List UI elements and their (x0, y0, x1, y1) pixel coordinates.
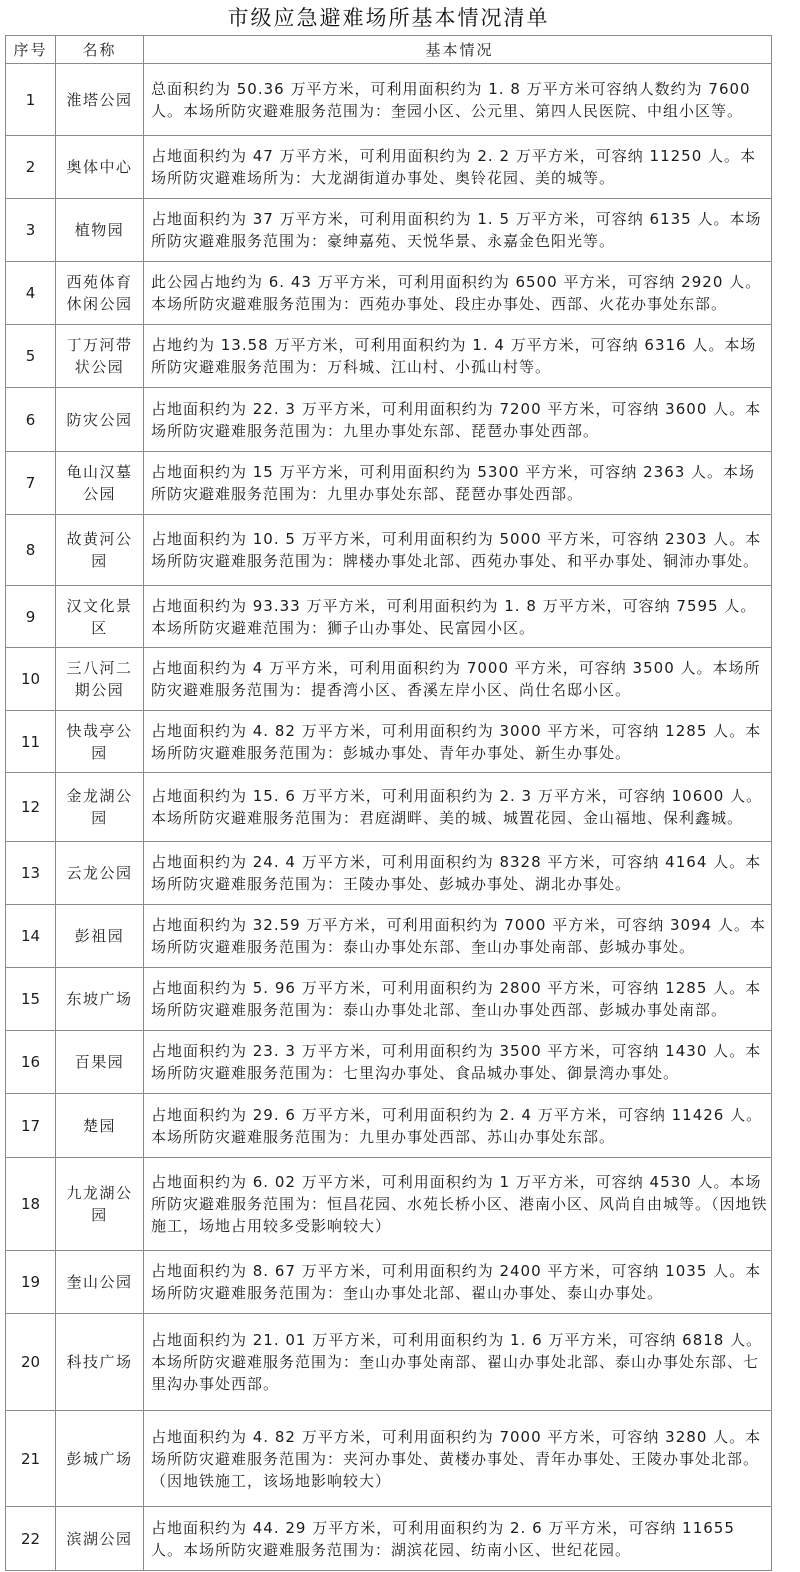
basic-info-cell (144, 773, 772, 842)
row-number-cell (6, 648, 56, 711)
row-number: 5 (25, 347, 36, 365)
row-number-cell (6, 262, 56, 325)
shelter-name: 奥体中心 (66, 158, 133, 176)
shelter-name-cell (56, 1411, 144, 1507)
table-row (6, 1411, 772, 1507)
basic-info-cell (144, 586, 772, 648)
row-number-cell (6, 968, 56, 1031)
basic-info-cell (144, 388, 772, 452)
basic-info-text: 总面积约为 50.36 万平方米，可利用面积约为 1. 8 万平方米可容纳人数约为 7600 人。本场所防灾避难服务范围为：奎园小区、公元里、第四人民医院、中组小区等。 (151, 79, 751, 120)
basic-info-cell (144, 1251, 772, 1314)
table-row (6, 199, 772, 262)
row-number-cell (6, 136, 56, 199)
basic-info-cell (144, 968, 772, 1031)
basic-info-text: 占地面积约为 23. 3 万平方米，可利用面积约为 3500 平方米，可容纳 1430 人。本场所防灾避难服务范围为：七里沟办事处、食品城办事处、御景湾办事处。 (151, 1042, 762, 1082)
shelter-name-cell (56, 199, 144, 262)
table-row (6, 1314, 772, 1411)
basic-info-cell (144, 1158, 772, 1251)
table-row (6, 1251, 772, 1314)
emergency-shelter-table (5, 35, 772, 1571)
row-number-cell (6, 773, 56, 842)
basic-info-text: 占地面积约为 32.59 万平方米，可利用面积约为 7000 平方米，可容纳 3094 人。本场所防灾避难服务范围为：泰山办事处东部、奎山办事处南部、彭城办事处。 (151, 916, 766, 956)
row-number-cell (6, 711, 56, 773)
row-number: 4 (25, 284, 36, 302)
basic-info-cell (144, 199, 772, 262)
basic-info-text: 此公园占地约为 6. 43 万平方米，可利用面积约为 6500 平方米，可容纳 2920 人。本场所防灾避难服务范围为：西苑办事处、段庄办事处、西部、火花办事处东部。 (151, 273, 762, 313)
basic-info-text: 占地约为 13.58 万平方米，可利用面积约为 1. 4 万平方米，可容纳 6316 人。本场所防灾避难服务范围为：万科城、江山村、小孤山村等。 (151, 336, 757, 376)
shelter-name-cell (56, 773, 144, 842)
shelter-name-cell (56, 388, 144, 452)
row-number-cell (6, 325, 56, 388)
basic-info-cell (144, 1031, 772, 1094)
basic-info-text: 占地面积约为 47 万平方米，可利用面积约为 2. 2 万平方米，可容纳 11250 人。本场所防灾避难场所为：大龙湖街道办事处、奥铃花园、美的城等。 (151, 147, 757, 187)
shelter-name: 奎山公园 (66, 1273, 133, 1291)
shelter-name: 百果园 (74, 1053, 125, 1071)
shelter-name: 东坡广场 (66, 990, 133, 1008)
table-header-row (6, 36, 772, 64)
shelter-name: 三八河二期公园 (66, 659, 133, 699)
basic-info-text: 占地面积约为 44. 29 万平方米，可利用面积约为 2. 6 万平方米，可容纳 11655 人。本场所防灾避难服务范围为：湖滨花园、纺南小区、世纪花园。 (151, 1518, 735, 1559)
row-number: 7 (25, 474, 36, 492)
shelter-name: 故黄河公园 (66, 530, 133, 570)
row-number: 12 (20, 798, 41, 816)
row-number: 14 (20, 927, 41, 945)
table-row (6, 1158, 772, 1251)
basic-info-text: 占地面积约为 10. 5 万平方米，可利用面积约为 5000 平方米，可容纳 2303 人。本场所防灾避难服务范围为：牌楼办事处北部、西苑办事处、和平办事处、铜沛办事处。 (151, 530, 762, 570)
shelter-name-cell (56, 586, 144, 648)
row-number-cell (6, 905, 56, 968)
table-body (6, 64, 772, 1571)
row-number: 10 (20, 670, 41, 688)
shelter-name: 丁万河带状公园 (66, 336, 133, 376)
row-number: 22 (20, 1529, 41, 1548)
row-number: 8 (25, 541, 36, 559)
row-number: 11 (20, 732, 41, 751)
table-row (6, 452, 772, 515)
shelter-name: 彭城广场 (66, 1449, 133, 1468)
row-number-cell (6, 1031, 56, 1094)
row-number: 13 (20, 864, 41, 882)
table-row (6, 325, 772, 388)
basic-info-cell (144, 1314, 772, 1411)
basic-info-text: 占地面积约为 29. 6 万平方米，可利用面积约为 2. 4 万平方米，可容纳 11426 人。本场所防灾避难服务范围为：九里办事处西部、苏山办事处东部。 (151, 1105, 763, 1146)
table-row (6, 515, 772, 586)
row-number: 15 (20, 990, 41, 1008)
table-row (6, 648, 772, 711)
basic-info-text: 占地面积约为 22. 3 万平方米，可利用面积约为 7200 平方米，可容纳 3600 人。本场所防灾避难服务范围为：九里办事处东部、琵琶办事处西部。 (151, 399, 762, 440)
basic-info-cell (144, 452, 772, 515)
row-number-cell (6, 1094, 56, 1158)
row-number: 18 (20, 1195, 41, 1213)
table-row (6, 968, 772, 1031)
table-row (6, 586, 772, 648)
basic-info-cell (144, 136, 772, 199)
row-number-cell (6, 515, 56, 586)
shelter-name-cell (56, 262, 144, 325)
row-number-cell (6, 586, 56, 648)
shelter-name-cell (56, 452, 144, 515)
row-number: 21 (20, 1449, 41, 1468)
shelter-name: 西苑体育休闲公园 (66, 273, 133, 313)
row-number-cell (6, 199, 56, 262)
shelter-name-cell (56, 136, 144, 199)
basic-info-cell (144, 262, 772, 325)
row-number: 9 (25, 607, 36, 626)
shelter-name: 楚园 (82, 1116, 116, 1135)
table-row (6, 388, 772, 452)
row-number: 2 (25, 158, 36, 176)
shelter-name-cell (56, 842, 144, 905)
shelter-name: 云龙公园 (66, 864, 133, 882)
shelter-name-cell (56, 968, 144, 1031)
basic-info-cell (144, 842, 772, 905)
shelter-name: 淮塔公园 (66, 90, 133, 109)
basic-info-cell (144, 325, 772, 388)
shelter-name: 金龙湖公园 (66, 787, 133, 827)
row-number-cell (6, 388, 56, 452)
row-number-cell (6, 1507, 56, 1571)
row-number-cell (6, 452, 56, 515)
basic-info-cell (144, 64, 772, 136)
shelter-name: 防灾公园 (66, 410, 133, 429)
shelter-name-cell (56, 1314, 144, 1411)
basic-info-text: 占地面积约为 5. 96 万平方米，可利用面积约为 2800 平方米，可容纳 1285 人。本场所防灾避难服务范围为：泰山办事处北部、奎山办事处西部、彭城办事处南部。 (151, 979, 762, 1019)
table-row (6, 905, 772, 968)
shelter-name-cell (56, 1507, 144, 1571)
row-number: 20 (20, 1353, 41, 1371)
shelter-name-cell (56, 1031, 144, 1094)
shelter-name-cell (56, 905, 144, 968)
basic-info-cell (144, 1507, 772, 1571)
basic-info-text: 占地面积约为 4 万平方米，可利用面积约为 7000 平方米，可容纳 3500 人。本场所防灾避难服务范围为：提香湾小区、香溪左岸小区、尚仕名邸小区。 (151, 659, 761, 699)
row-number-cell (6, 842, 56, 905)
basic-info-cell (144, 711, 772, 773)
row-number: 19 (20, 1273, 41, 1291)
basic-info-text: 占地面积约为 93.33 万平方米，可利用面积约为 1. 8 万平方米，可容纳 7595 人。本场所防灾避难范围为：狮子山办事处、民富园小区。 (151, 596, 757, 637)
table-row (6, 262, 772, 325)
page-title: 市级应急避难场所基本情况清单 (227, 6, 550, 30)
basic-info-text: 占地面积约为 15 万平方米，可利用面积约为 5300 平方米，可容纳 2363 人。本场所防灾避难服务范围为：九里办事处东部、琵琶办事处西部。 (151, 463, 756, 503)
shelter-name: 龟山汉墓公园 (66, 463, 133, 503)
shelter-name-cell (56, 515, 144, 586)
header-name: 名称 (56, 36, 144, 64)
basic-info-text: 占地面积约为 37 万平方米，可利用面积约为 1. 5 万平方米，可容纳 6135 人。本场所防灾避难服务范围为：豪绅嘉苑、天悦华景、永嘉金色阳光等。 (151, 210, 762, 250)
row-number-cell (6, 1158, 56, 1251)
row-number: 17 (20, 1116, 41, 1135)
shelter-name: 植物园 (74, 221, 125, 239)
table-row (6, 842, 772, 905)
basic-info-cell (144, 1094, 772, 1158)
shelter-name: 汉文化景区 (66, 596, 133, 637)
basic-info-cell (144, 905, 772, 968)
shelter-name-cell (56, 64, 144, 136)
shelter-name-cell (56, 1158, 144, 1251)
row-number: 3 (25, 221, 36, 239)
table-row (6, 64, 772, 136)
row-number-cell (6, 1411, 56, 1507)
row-number-cell (6, 1314, 56, 1411)
table-row (6, 1031, 772, 1094)
row-number-cell (6, 64, 56, 136)
shelter-name-cell (56, 325, 144, 388)
row-number: 1 (25, 90, 36, 109)
shelter-name: 彭祖园 (74, 927, 125, 945)
basic-info-text: 占地面积约为 4. 82 万平方米，可利用面积约为 3000 平方米，可容纳 1285 人。本场所防灾避难服务范围为：彭城办事处、青年办事处、新生办事处。 (151, 721, 762, 762)
basic-info-text: 占地面积约为 6. 02 万平方米，可利用面积约为 1 万平方米，可容纳 4530 人。本场所防灾避难服务范围为：恒昌花园、水苑长桥小区、港南小区、风尚自由城等。（因地铁施工，场地占用较多受影响较大） (151, 1173, 768, 1235)
table-row (6, 136, 772, 199)
table-row (6, 773, 772, 842)
shelter-name: 科技广场 (66, 1353, 133, 1371)
shelter-name-cell (56, 1251, 144, 1314)
basic-info-text: 占地面积约为 24. 4 万平方米，可利用面积约为 8328 平方米，可容纳 4164 人。本场所防灾避难服务范围为：王陵办事处、彭城办事处、湖北办事处。 (151, 853, 762, 893)
table-row (6, 1094, 772, 1158)
row-number: 6 (25, 410, 36, 429)
basic-info-text: 占地面积约为 21. 01 万平方米，可利用面积约为 1. 6 万平方米，可容纳 6818 人。本场所防灾避难服务范围为：奎山办事处南部、翟山办事处北部、泰山办事处东部、七里沟办事处西部。 (151, 1331, 763, 1393)
header-basic-info: 基本情况 (144, 36, 772, 64)
shelter-name: 快哉亭公园 (66, 721, 133, 762)
row-number: 16 (20, 1053, 41, 1071)
basic-info-text: 占地面积约为 4. 82 万平方米，可利用面积约为 7000 平方米，可容纳 3280 人。本场所防灾避难服务范围为：夹河办事处、黄楼办事处、青年办事处、王陵办事处北部。（因地铁施工，该场地影响较大） (151, 1427, 762, 1490)
shelter-name-cell (56, 711, 144, 773)
table-row (6, 711, 772, 773)
basic-info-text: 占地面积约为 15. 6 万平方米，可利用面积约为 2. 3 万平方米，可容纳 10600 人。本场所防灾避难服务范围为：君庭湖畔、美的城、城置花园、金山福地、保利鑫城。 (151, 787, 763, 827)
shelter-name-cell (56, 648, 144, 711)
shelter-name-cell (56, 1094, 144, 1158)
basic-info-cell (144, 515, 772, 586)
table-row (6, 1507, 772, 1571)
basic-info-text: 占地面积约为 8. 67 万平方米，可利用面积约为 2400 平方米，可容纳 1035 人。本场所防灾避难服务范围为：奎山办事处北部、翟山办事处、泰山办事处。 (151, 1262, 762, 1302)
basic-info-cell (144, 648, 772, 711)
basic-info-cell (144, 1411, 772, 1507)
shelter-name: 九龙湖公园 (66, 1184, 133, 1224)
row-number-cell (6, 1251, 56, 1314)
shelter-name: 滨湖公园 (66, 1529, 133, 1548)
header-number: 序号 (6, 36, 56, 64)
